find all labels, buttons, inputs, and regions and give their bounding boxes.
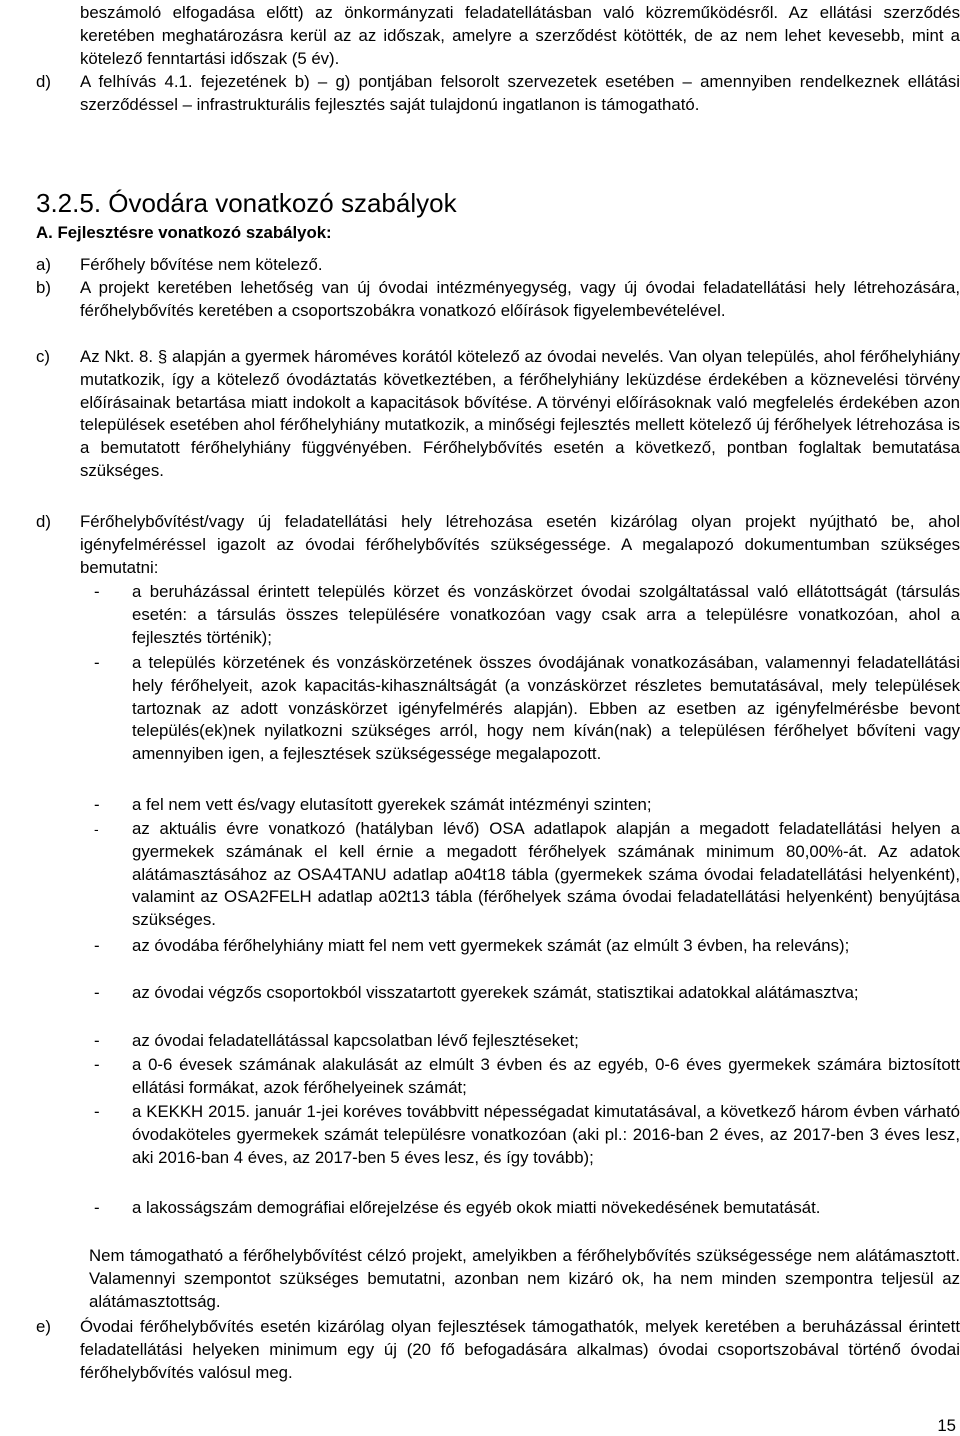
list-label: b) xyxy=(36,278,51,297)
list-label: d) xyxy=(36,512,51,531)
page-number: 15 xyxy=(937,1416,956,1435)
dash-marker: - xyxy=(94,582,100,601)
list-label: c) xyxy=(36,347,50,366)
list-item-c xyxy=(36,346,960,483)
dash-marker: - xyxy=(94,1102,100,1121)
closing-note: Nem támogatható a férőhelybővítést célzó projekt, amelyikben a férőhelybővítés szükségessége nem alátámasztott. Valamennyi szempontot szükséges bemutatni, azonban nem kizáró ok, ha nem minden szempontra teljesül az alátámasztottság. xyxy=(89,1246,960,1311)
dash-item-8 xyxy=(80,1054,960,1100)
list-text: Férőhelybővítést/vagy új feladatellátási hely létrehozása esetén kizárólag olyan projekt nyújtható be, ahol igényfelméréssel igazolt az óvodai férőhelybővítés szükségessége. A megalapozó dokumentumban szükséges bemutatni: xyxy=(80,512,960,577)
dash-marker: - xyxy=(94,653,100,672)
dash-marker: - xyxy=(94,1055,100,1074)
dash-marker: - xyxy=(94,821,99,837)
intro-paragraph: beszámoló elfogadása előtt) az önkormányzati feladatellátásban való közreműködésről. Az ellátási szerződés keretében meghatározásra kerül az az időszak, amelyre a szerződést kötötték, de az nem lehet kevesebb, mint a kötelező fenntartási időszak (5 év). xyxy=(80,3,960,68)
dash-text: a beruházással érintett település körzet és vonzáskörzet óvodai szolgáltatással való ellátottságát (társulás esetén: a társulás összes településére vonatkozóan vagy csak arra a településre vonatkozóan, ahol a fejlesztés történik); xyxy=(132,582,960,647)
dash-marker: - xyxy=(94,1198,100,1217)
list-text: Az Nkt. 8. § alapján a gyermek hároméves korától kötelező az óvodai nevelés. Van olyan település, ahol férőhelyhiány mutatkozik, így a kötelező óvodáztatás következtében, a férőhelyhiány leküzdése érdekében a köznevelési törvény előírásainak betartása miatt indokolt a kapacitások bővítése. A törvényi előírásoknak való megfelelés érdekében azon települések esetében ahol férőhelyhiány mutatkozik, a minőségi fejlesztés mellett kötelező új férőhelyek létrehozása is a bemutatott férőhelyhiány függvényében. Férőhelybővítés esetén a következő, pontban foglaltak bemutatása szükséges. xyxy=(80,347,960,480)
list-item-e xyxy=(36,1316,960,1384)
dash-item-7 xyxy=(80,1030,960,1053)
dash-item-10 xyxy=(80,1197,960,1220)
list-text: Óvodai férőhelybővítés esetén kizárólag olyan fejlesztések támogathatók, melyek keretében a beruházással érintett feladatellátási helyeken minimum egy új (20 fő befogadására alkalmas) óvodai csoportszobával történő óvodai férőhelybővítés valósul meg. xyxy=(80,1317,960,1382)
dash-item-5 xyxy=(80,935,960,958)
list-text: Férőhely bővítése nem kötelező. xyxy=(80,255,323,274)
list-label: a) xyxy=(36,255,51,274)
dash-text: a 0-6 évesek számának alakulását az elmúlt 3 évben és az egyéb, 0-6 éves gyermekek számára biztosított ellátási formákat, azok férőhelyeinek számát; xyxy=(132,1055,960,1097)
dash-item-6 xyxy=(80,982,960,1005)
dash-text: az óvodai végzős csoportokból visszatartott gyerekek számát, statisztikai adatokkal alátámasztva; xyxy=(132,983,859,1002)
dash-marker: - xyxy=(94,1031,100,1050)
list-item-d xyxy=(36,511,960,579)
section-title: 3.2.5. Óvodára vonatkozó szabályok xyxy=(36,187,457,218)
list-item-b xyxy=(36,277,960,323)
list-label: d) xyxy=(36,72,51,91)
dash-marker: - xyxy=(94,983,100,1002)
dash-text: a KEKKH 2015. január 1-jei koréves továbbvitt népességadat kimutatásával, a következő három évben várható óvodaköteles gyermekek számát településre vonatkozóan (aki pl.: 2016-ban 2 éves, az 2017-ben 3 éves lesz, aki 2016-ban 4 éves, az 2017-ben 5 éves lesz, és így tovább); xyxy=(132,1102,960,1167)
list-item-d-previous xyxy=(36,71,960,117)
list-text: A felhívás 4.1. fejezetének b) – g) pontjában felsorolt szervezetek esetében – amennyiben rendelkeznek ellátási szerződéssel – infrastrukturális fejlesztés saját tulajdonú ingatlanon is támogatható. xyxy=(80,72,960,114)
list-item-a xyxy=(36,254,960,277)
dash-item-1 xyxy=(80,581,960,649)
dash-text: az óvodába férőhelyhiány miatt fel nem vett gyermekek számát (az elmúlt 3 évben, ha releváns); xyxy=(132,936,850,955)
dash-text: az óvodai feladatellátással kapcsolatban lévő fejlesztéseket; xyxy=(132,1031,579,1050)
dash-item-2 xyxy=(80,652,960,766)
list-label: e) xyxy=(36,1317,51,1336)
dash-text: a fel nem vett és/vagy elutasított gyerekek számát intézményi szinten; xyxy=(132,795,652,814)
subheading: A. Fejlesztésre vonatkozó szabályok: xyxy=(36,223,332,242)
list-text: A projekt keretében lehetőség van új óvodai intézményegység, vagy új óvodai feladatellátási hely létrehozására, férőhelybővítés keretében a csoportszobákra vonatkozó előírások figyelembevételével. xyxy=(80,278,960,320)
dash-item-3 xyxy=(80,794,960,817)
dash-marker: - xyxy=(94,936,100,955)
dash-marker: - xyxy=(94,795,100,814)
dash-item-9 xyxy=(80,1101,960,1169)
dash-item-4 xyxy=(80,818,960,932)
dash-text: az aktuális évre vonatkozó (hatályban lévő) OSA adatlapok alapján a megadott feladatellátási helyen a gyermekek számának el kell érnie a megadott férőhelyek számának minimum 80,00%-át. Az adatok alátámasztásához az OSA4TANU adatlap a04t18 tábla (gyermekek száma óvodai feladatellátási helyenként), valamint az OSA2FELH adatlap a02t13 tábla (férőhelyek száma óvodai feladatellátási helyenként) benyújtása szükséges. xyxy=(132,819,960,930)
dash-text: a lakosságszám demográfiai előrejelzése és egyéb okok miatti növekedésének bemutatását. xyxy=(132,1198,821,1217)
dash-text: a település körzetének és vonzáskörzetének összes óvodájának vonatkozásában, valamennyi feladatellátási hely férőhelyeit, azok kapacitás-kihasználtságát (a vonzáskörzet részletes bemutatásával, mely települések tartoznak az adott vonzáskörzet igényfelmérés alapján). Ebben az esetben az igényfelmérésbe bevont település(ek)nek nyilatkozni szükséges arról, hogy nem kíván(nak) a településen férőhelyet bővíteni vagy amennyiben igen, a fejlesztések szükségessége megalapozott. xyxy=(132,653,960,764)
